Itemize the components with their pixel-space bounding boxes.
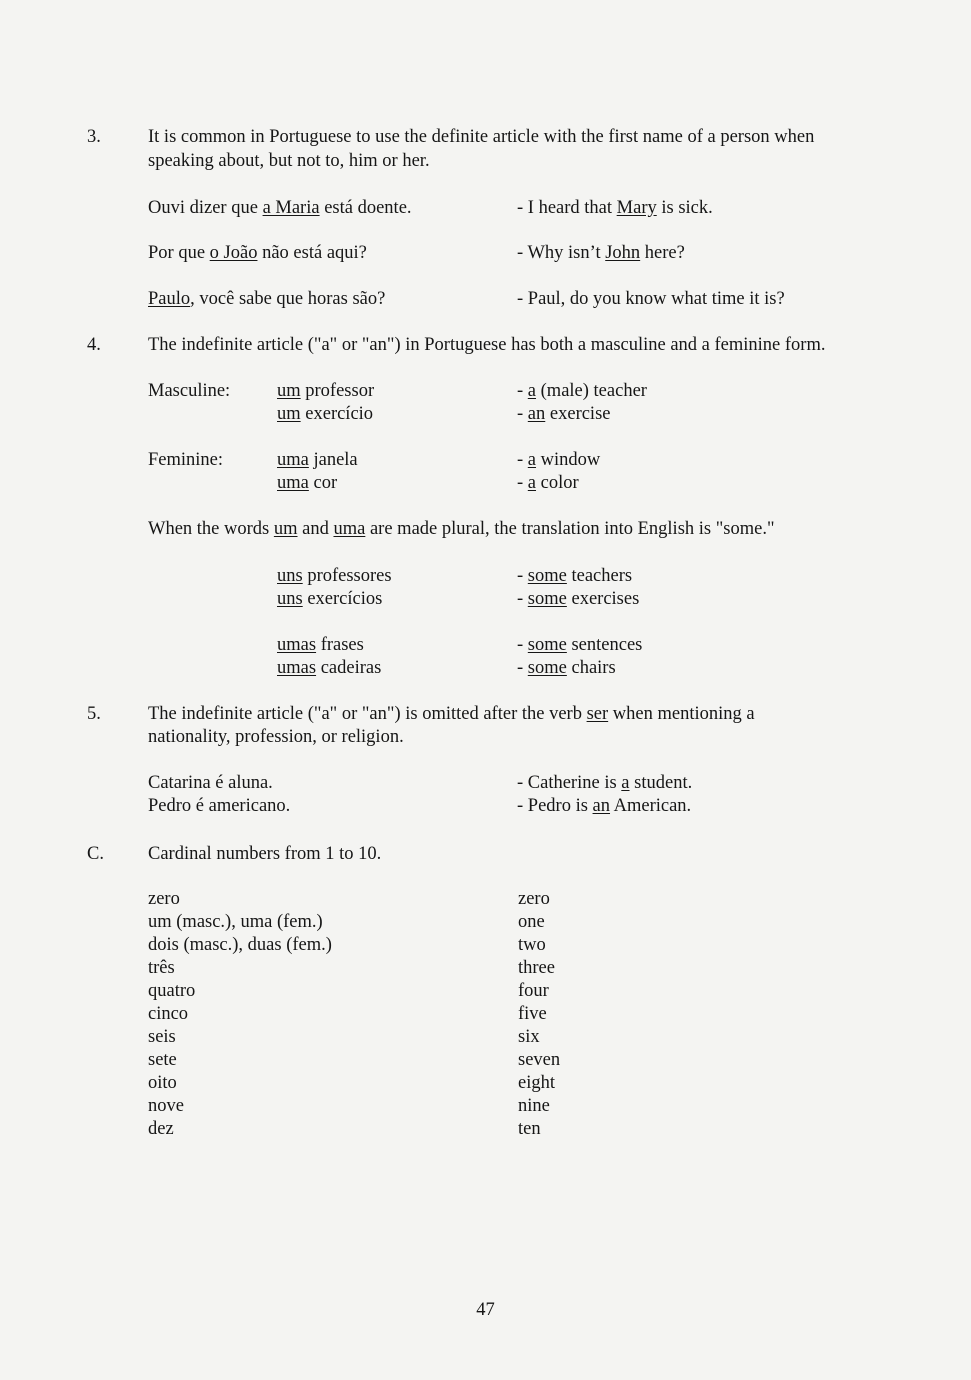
example-en: - a window [517,450,601,470]
example-pt: Pedro é americano. [148,796,291,816]
number-word-en: ten [518,1119,541,1139]
plural-note: When the words um and uma are made plural, the translation into English is "some." [148,519,775,539]
item-3-text [148,126,908,173]
example-en: - some teachers [517,566,633,586]
number-word-pt: oito [148,1073,177,1093]
number-word-pt: um (masc.), uma (fem.) [148,912,323,932]
number-word-pt: sete [148,1050,177,1070]
example-en: - Paul, do you know what time it is? [517,289,785,309]
example-en: - Why isn’t John here? [517,243,685,263]
example-en: - some chairs [517,658,616,678]
number-word-en: nine [518,1096,550,1116]
number-word-pt: nove [148,1096,184,1116]
numbers-portuguese-column [148,888,332,1141]
number-word-en: six [518,1027,540,1047]
item-5-text-line2: nationality, profession, or religion. [148,727,404,747]
item-4-text: The indefinite article ("a" or "an") in Portuguese has both a masculine and a feminine form. [148,335,826,355]
number-word-pt: cinco [148,1004,189,1024]
item-3-number: 3. [87,127,101,147]
item-3-text-line1: It is common in Portuguese to use the definite article with the first name of a person when [148,127,815,147]
example-pt: uma cor [277,473,338,493]
number-word-en: three [518,958,555,978]
example-pt: Por que o João não está aqui? [148,243,367,263]
example-pt: umas cadeiras [277,658,382,678]
number-word-en: five [518,1004,547,1024]
numbers-english-column [518,888,560,1141]
page-number: 47 [476,1300,495,1320]
number-word-en: eight [518,1073,555,1093]
number-word-en: zero [518,889,550,909]
masculine-label: Masculine: [148,381,231,401]
example-en: - a (male) teacher [517,381,647,401]
example-en: - Catherine is a student. [517,773,693,793]
item-4-number: 4. [87,335,101,355]
section-c-title: Cardinal numbers from 1 to 10. [148,844,382,864]
example-pt: umas frases [277,635,364,655]
example-pt: um exercício [277,404,374,424]
example-pt: uns exercícios [277,589,383,609]
number-word-en: four [518,981,549,1001]
example-pt: uma janela [277,450,358,470]
example-pt: Ouvi dizer que a Maria está doente. [148,198,412,218]
example-pt: uns professores [277,566,392,586]
item-3-text-line2: speaking about, but not to, him or her. [148,150,430,171]
example-pt: Paulo, você sabe que horas são? [148,289,386,309]
example-en: - a color [517,473,579,493]
example-pt: um professor [277,381,375,401]
item-5-text-line1: The indefinite article ("a" or "an") is omitted after the verb ser when mentioning a [148,704,755,724]
number-word-pt: dois (masc.), duas (fem.) [148,935,332,955]
number-word-en: two [518,935,546,955]
example-en: - some sentences [517,635,643,655]
example-en: - Pedro is an American. [517,796,692,816]
number-word-pt: zero [148,889,180,909]
example-pt: Catarina é aluna. [148,773,273,793]
number-word-pt: três [148,958,175,978]
number-word-pt: quatro [148,981,196,1001]
example-en: - some exercises [517,589,640,609]
feminine-label: Feminine: [148,450,224,470]
number-word-en: one [518,912,545,932]
number-word-pt: dez [148,1119,174,1139]
number-word-en: seven [518,1050,561,1070]
item-5-number: 5. [87,704,101,724]
number-word-pt: seis [148,1027,176,1047]
example-en: - an exercise [517,404,611,424]
section-c-letter: C. [87,844,104,864]
example-en: - I heard that Mary is sick. [517,198,713,218]
